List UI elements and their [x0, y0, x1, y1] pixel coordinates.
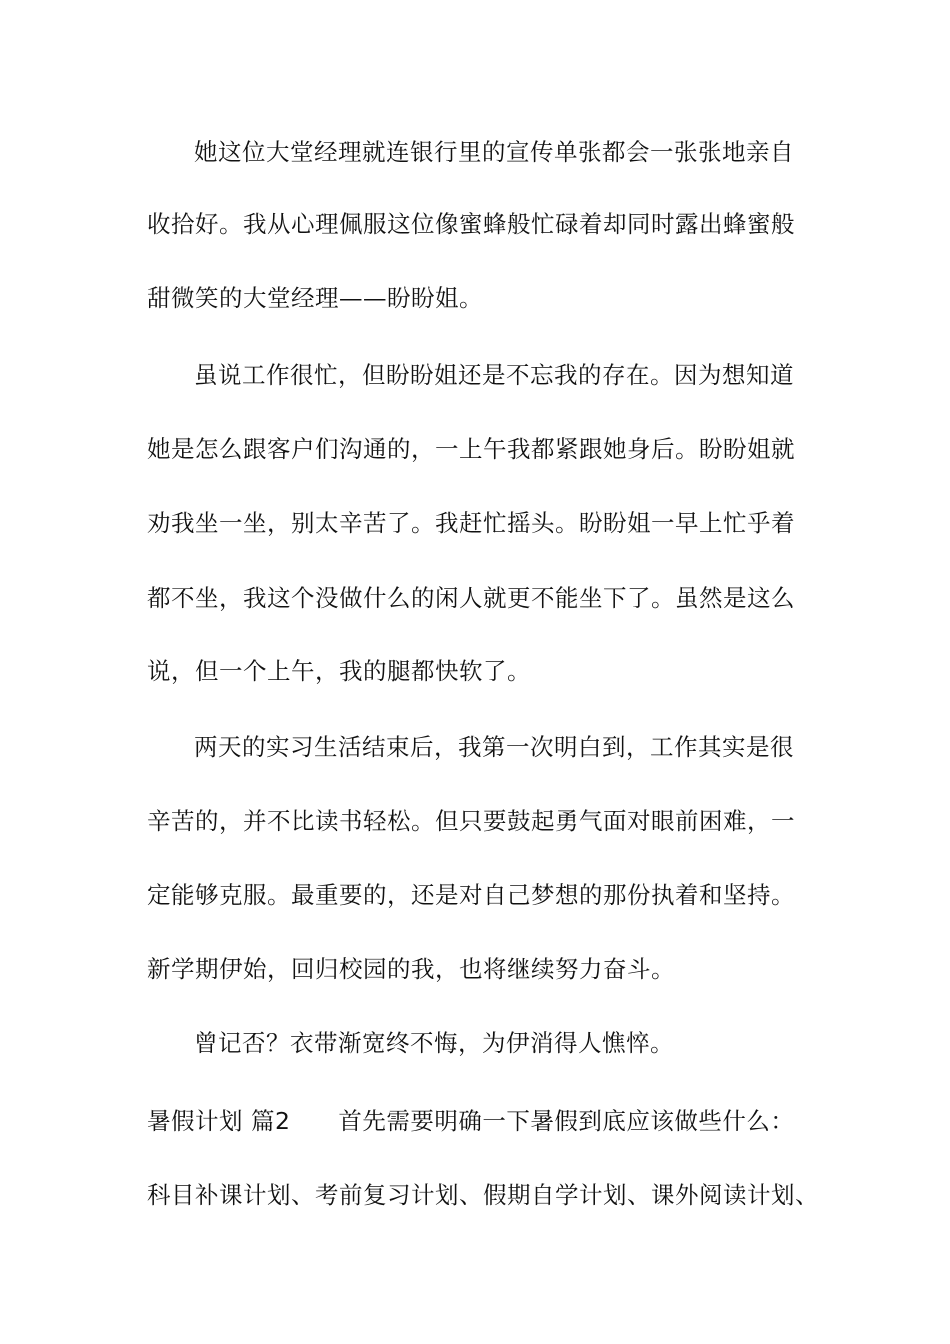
paragraph-line: 曾记否？衣带渐宽终不悔，为伊消得人憔悴。	[194, 1029, 674, 1057]
paragraph-line: 科目补课计划、考前复习计划、假期自学计划、课外阅读计划、	[147, 1181, 819, 1209]
paragraph-line: 虽说工作很忙，但盼盼姐还是不忘我的存在。因为想知道	[194, 361, 794, 389]
paragraph-line: 她是怎么跟客户们沟通的，一上午我都紧跟她身后。盼盼姐就	[147, 435, 795, 463]
paragraph-line: 两天的实习生活结束后，我第一次明白到，工作其实是很	[194, 733, 794, 761]
paragraph-line: 收拾好。我从心理佩服这位像蜜蜂般忙碌着却同时露出蜂蜜般	[147, 210, 795, 238]
paragraph-line: 说，但一个上午，我的腿都快软了。	[147, 657, 531, 685]
section-heading	[147, 1107, 795, 1135]
paragraph-line: 都不坐，我这个没做什么的闲人就更不能坐下了。虽然是这么	[147, 584, 795, 612]
paragraph-line: 她这位大堂经理就连银行里的宣传单张都会一张张地亲自	[194, 138, 794, 166]
paragraph-line: 甜微笑的大堂经理——盼盼姐。	[147, 284, 483, 312]
paragraph-line: 新学期伊始，回归校园的我，也将继续努力奋斗。	[147, 955, 675, 983]
section-heading-text: 首先需要明确一下暑假到底应该做些什么：	[338, 1107, 795, 1135]
paragraph-line: 劝我坐一坐，别太辛苦了。我赶忙摇头。盼盼姐一早上忙乎着	[147, 509, 795, 537]
section-heading-label: 暑假计划 篇2	[147, 1107, 291, 1135]
paragraph-line: 辛苦的，并不比读书轻松。但只要鼓起勇气面对眼前困难，一	[147, 807, 795, 835]
paragraph-line: 定能够克服。最重要的，还是对自己梦想的那份执着和坚持。	[147, 881, 795, 909]
